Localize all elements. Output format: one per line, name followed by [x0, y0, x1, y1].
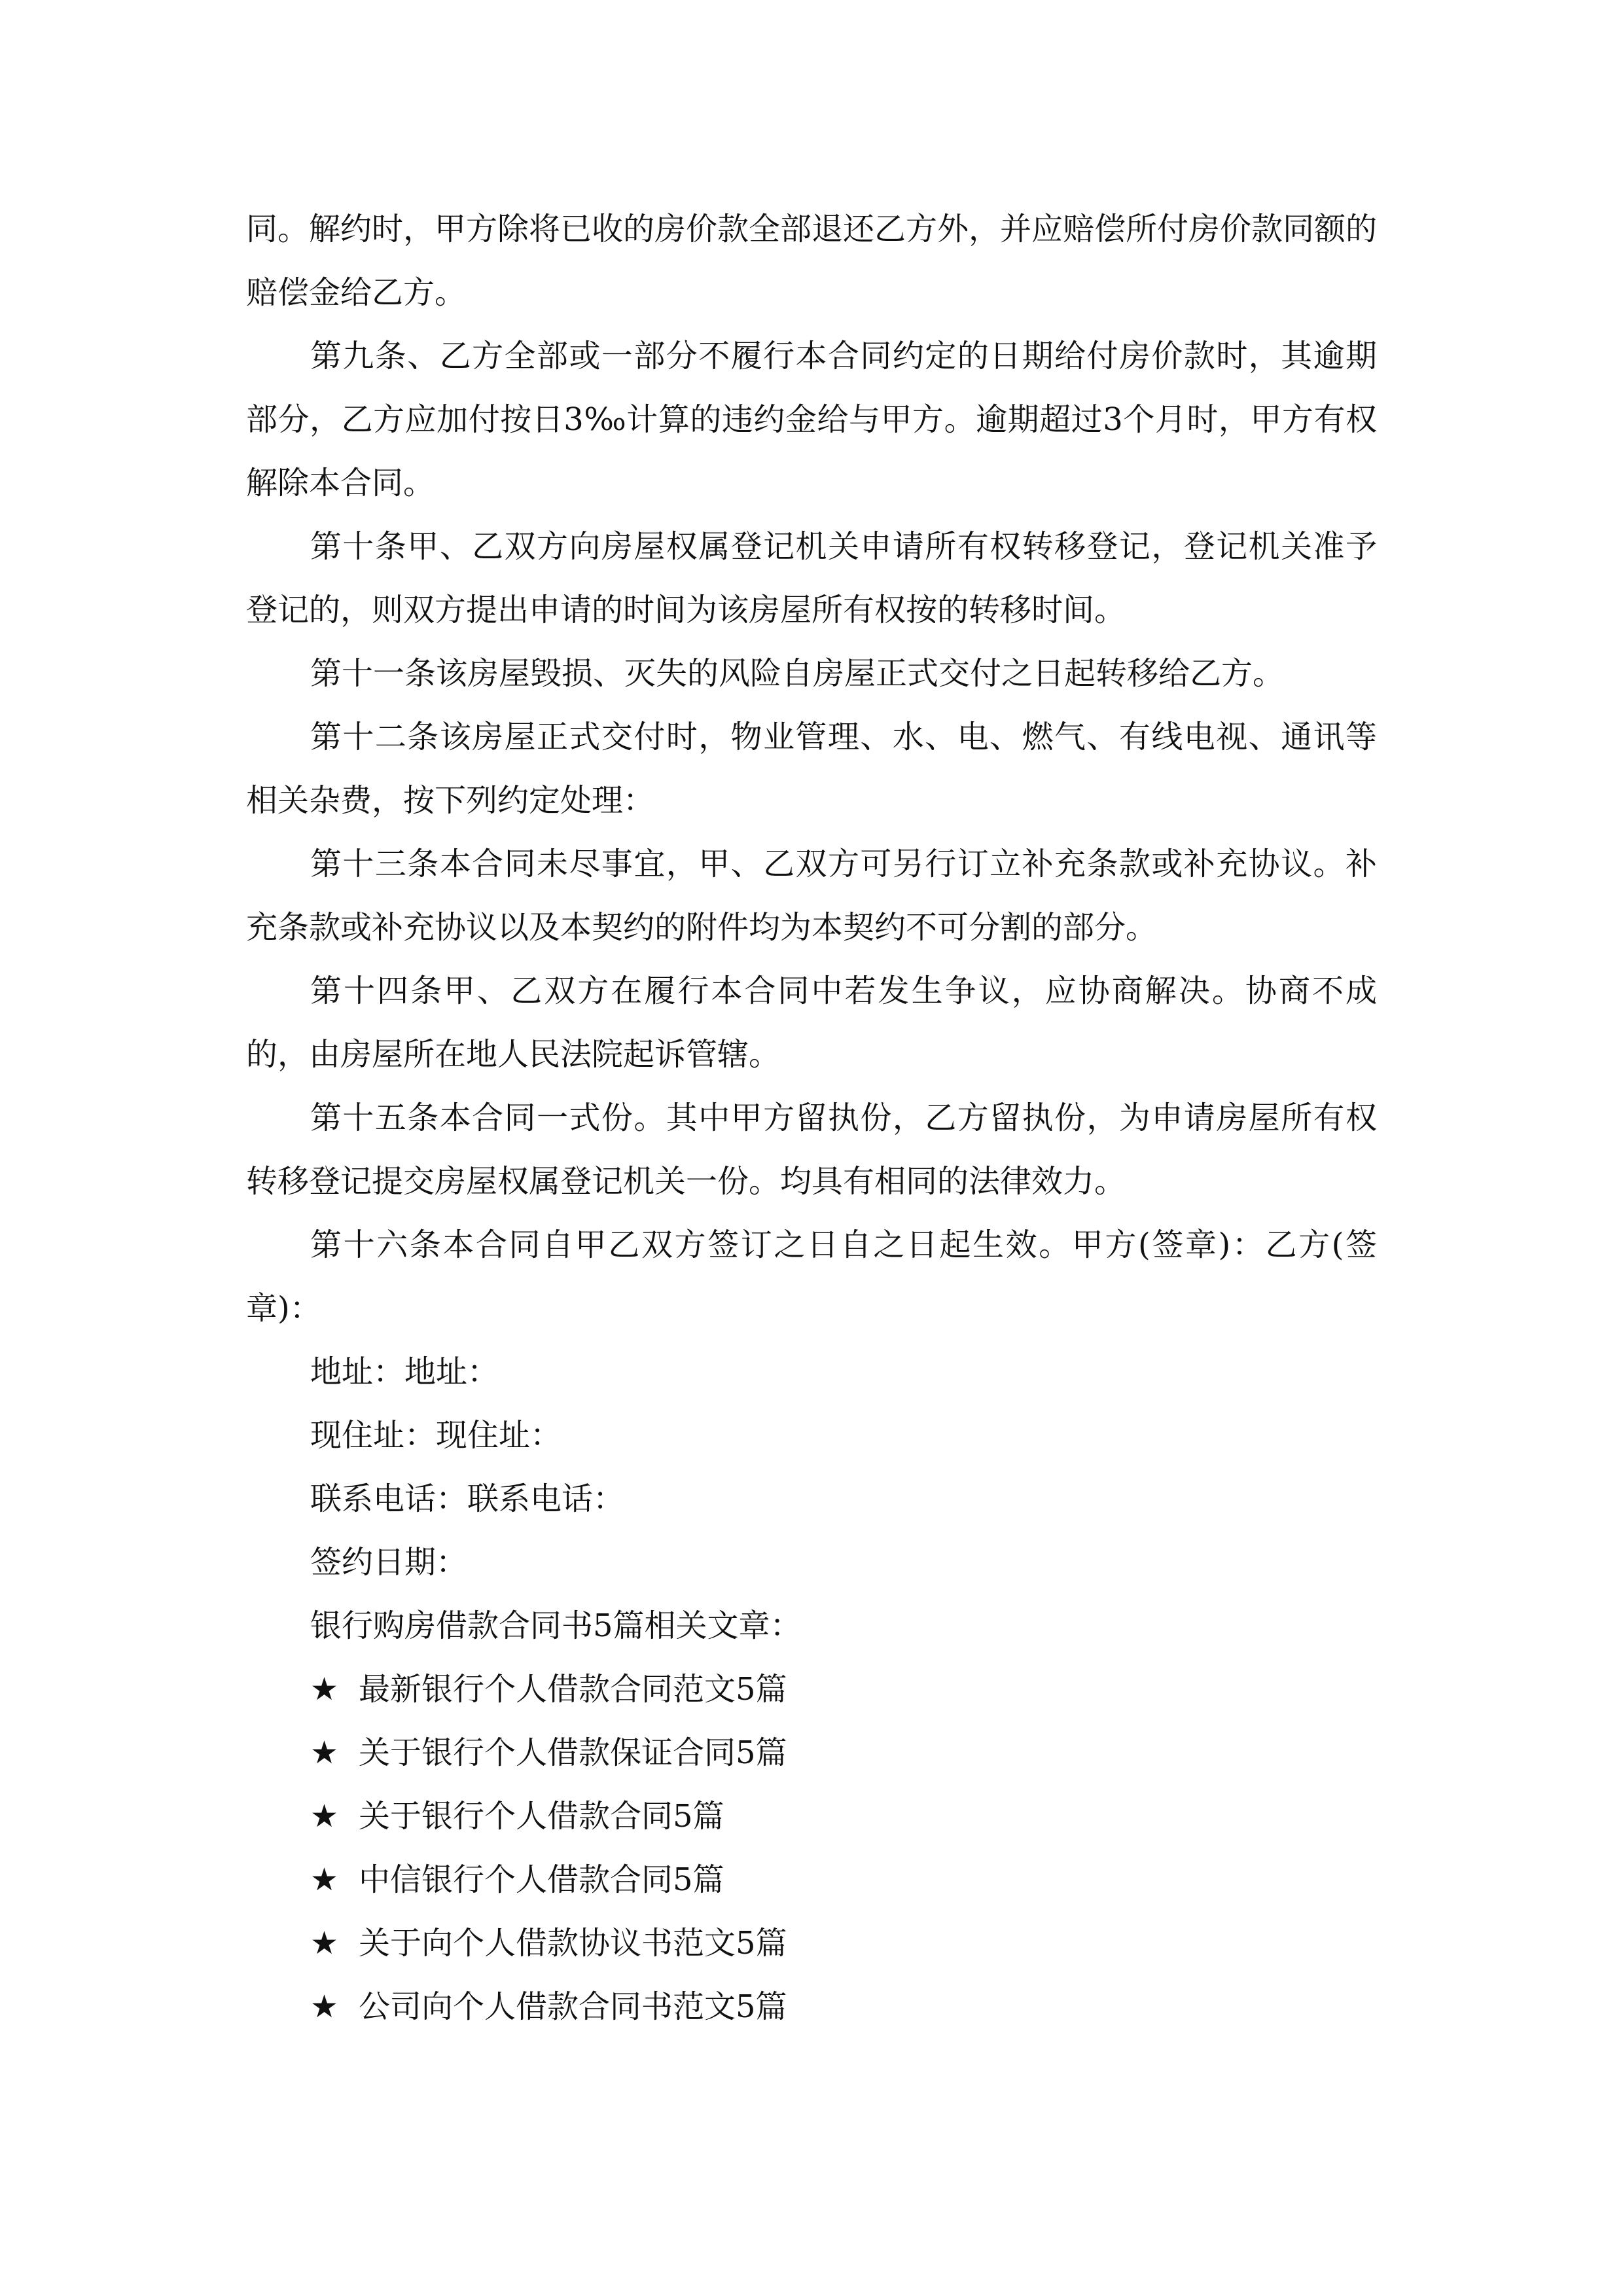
phone-line: 联系电话：联系电话：: [310, 1480, 625, 1517]
sign-date-line: 签约日期：: [310, 1544, 468, 1581]
related-article-title[interactable]: 关于向个人借款协议书范文5篇: [359, 1925, 787, 1962]
clause-12: 第十二条该房屋正式交付时，物业管理、水、电、燃气、有线电视、通讯等相关杂费，按下列约定处理：: [246, 719, 1377, 819]
clause-10: 第十条甲、乙双方向房屋权属登记机关申请所有权转移登记，登记机关准予登记的，则双方提出申请的时间为该房屋所有权按的转移时间。: [246, 528, 1377, 628]
related-article-link[interactable]: [246, 1912, 1377, 1975]
clause-13: 第十三条本合同未尽事宜，甲、乙双方可另行订立补充条款或补充协议。补充条款或补充协议以及本契约的附件均为本契约不可分割的部分。: [246, 846, 1377, 946]
related-articles-list: [246, 1658, 1377, 2039]
related-article-title[interactable]: 关于银行个人借款合同5篇: [359, 1798, 724, 1835]
star-icon: ★: [310, 1988, 339, 2025]
related-article-title[interactable]: 最新银行个人借款合同范文5篇: [359, 1671, 787, 1708]
clause-15: 第十五条本合同一式份。其中甲方留执份，乙方留执份，为申请房屋所有权转移登记提交房屋权属登记机关一份。均具有相同的法律效力。: [246, 1100, 1377, 1200]
related-article-link[interactable]: [246, 1785, 1377, 1848]
related-article-title[interactable]: 公司向个人借款合同书范文5篇: [359, 1988, 787, 2025]
related-article-link[interactable]: [246, 1848, 1377, 1912]
address-line: 地址：地址：: [310, 1354, 499, 1390]
clause-14: 第十四条甲、乙双方在履行本合同中若发生争议，应协商解决。协商不成的，由房屋所在地人民法院起诉管辖。: [246, 973, 1377, 1073]
related-article-link[interactable]: [246, 1658, 1377, 1721]
current-address-line: 现住址：现住址：: [310, 1417, 562, 1454]
star-icon: ★: [310, 1671, 339, 1708]
paragraph-continuation: 同。解约时，甲方除将已收的房价款全部退还乙方外，并应赔偿所付房价款同额的赔偿金给乙方。: [246, 211, 1378, 311]
clause-16: 第十六条本合同自甲乙双方签订之日自之日起生效。甲方(签章)：乙方(签章)：: [246, 1227, 1377, 1327]
related-article-link[interactable]: [246, 1975, 1377, 2039]
star-icon: ★: [310, 1925, 339, 1962]
star-icon: ★: [310, 1798, 339, 1835]
clause-11: 第十一条该房屋毁损、灭失的风险自房屋正式交付之日起转移给乙方。: [310, 655, 1285, 692]
related-article-title[interactable]: 关于银行个人借款保证合同5篇: [359, 1734, 787, 1771]
related-article-title[interactable]: 中信银行个人借款合同5篇: [359, 1861, 724, 1898]
related-articles-heading: 银行购房借款合同书5篇相关文章：: [310, 1607, 802, 1644]
related-article-link[interactable]: [246, 1721, 1377, 1785]
clause-9: 第九条、乙方全部或一部分不履行本合同约定的日期给付房价款时，其逾期部分，乙方应加付按日3‰计算的违约金给与甲方。逾期超过3个月时，甲方有权解除本合同。: [246, 338, 1377, 501]
document-page: [246, 198, 1377, 2039]
star-icon: ★: [310, 1861, 339, 1898]
star-icon: ★: [310, 1734, 339, 1771]
